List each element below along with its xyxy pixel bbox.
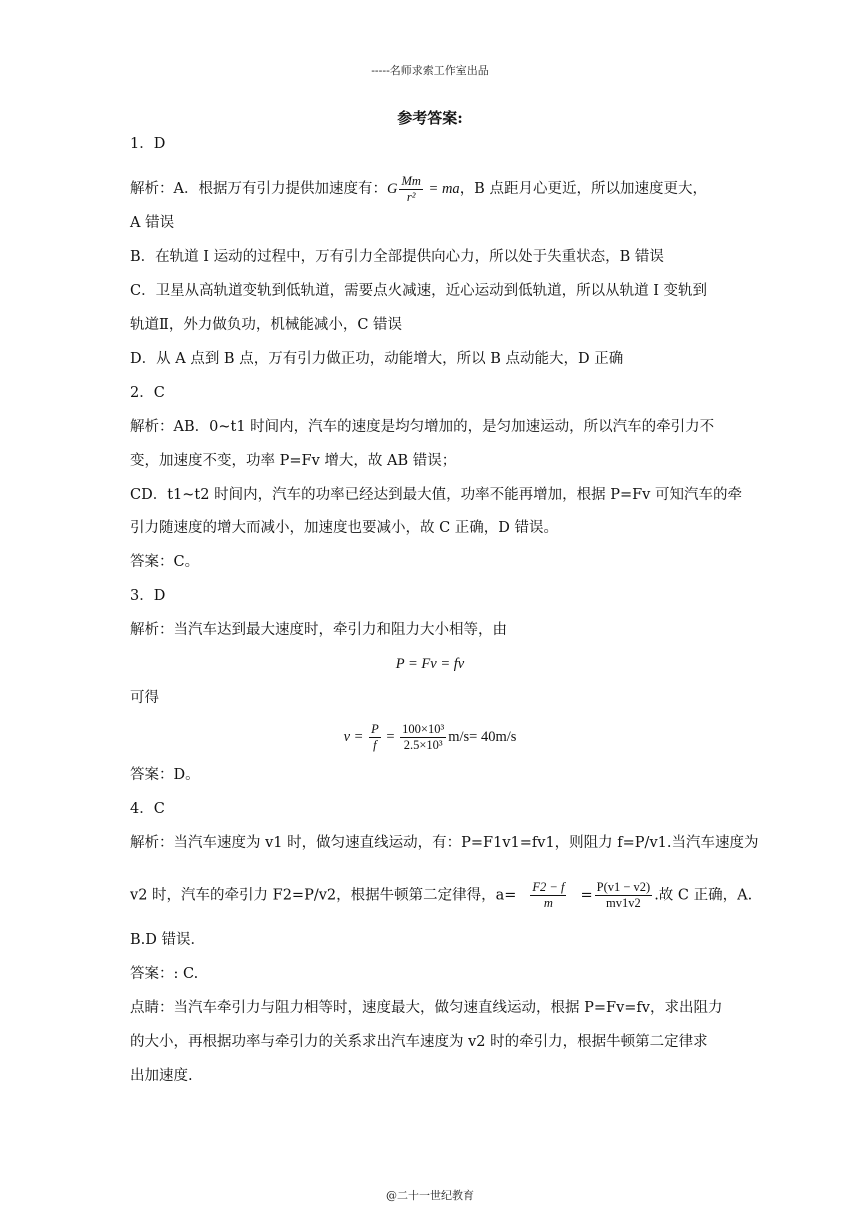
q4-line-3: B.D 错误． (130, 932, 205, 948)
q4-line-2: v2 时，汽车的牵引力 F2=P/v2，根据牛顿第二定律得，a= $\frac{F2 - f}{m}$ = $\frac{P(v1 - v2)}{mv1v2}$ .故 C 正确，A. (130, 880, 753, 910)
q1-line-c2: 轨道Ⅱ，外力做负功，机械能减小，C 错误 (130, 317, 403, 333)
q2-line-1: 解析：AB．0~t1 时间内，汽车的速度是均匀增加的，是匀加速运动，所以汽车的牵引力不 (130, 419, 715, 435)
q4-answer: 4．C (130, 801, 165, 817)
q3-equation-2: v = $\frac{P}{f}$ = $\frac{\text{100×10³}}{\text{2.5×10³}}$ m/s= 40m/s (343, 722, 517, 752)
q3-line-1: 解析：当汽车达到最大速度时，牵引力和阻力大小相等，由 (130, 622, 507, 638)
q1-line-b: B．在轨道 I 运动的过程中，万有引力全部提供向心力，所以处于失重状态，B 错误 (130, 249, 664, 265)
q1-equation: G $\frac{Mm}{\text{r²}}$ = ma (386, 174, 460, 204)
q3-equation-1: P = Fv = fv (395, 656, 465, 672)
q1-analysis-label: 解析：A．根据万有引力提供加速度有： (130, 180, 387, 197)
page-footer: @二十一世纪教育 (386, 1189, 474, 1202)
q4-remark-1: 点睛：当汽车牵引力与阻力相等时，速度最大，做匀速直线运动，根据 P=Fv=fv，求出阻力 (130, 1000, 723, 1016)
q2-line-4: 引力随速度的增大而减小，加速度也要减小，故 C 正确，D 错误。 (130, 520, 559, 536)
page-title: 参考答案: (397, 109, 463, 127)
q1-answer: 1．D (130, 136, 166, 152)
q3-line-2: 可得 (130, 690, 159, 706)
q4-remark-3: 出加速度. (130, 1068, 193, 1084)
q2-line-2: 变，加速度不变，功率 P=Fv 增大，故 AB 错误； (130, 453, 457, 469)
q3-final: 答案：D。 (130, 767, 200, 783)
q1-line-d: D．从 A 点到 B 点，万有引力做正功，动能增大，所以 B 点动能大，D 正确 (130, 351, 624, 367)
q1-analysis-tail: ，B 点距月心更近，所以加速度更大， (459, 180, 707, 197)
q3-answer: 3．D (130, 588, 166, 604)
q1-line-c1: C．卫星从高轨道变轨到低轨道，需要点火减速，近心运动到低轨道，所以从轨道 I 变轨到 (130, 283, 708, 299)
q1-line-a-end: A 错误 (130, 215, 175, 231)
q4-final: 答案：: C. (130, 966, 199, 982)
q4-line-1: 解析：当汽车速度为 v1 时，做匀速直线运动，有：P=F1v1=fv1，则阻力 f=P/v1.当汽车速度为 (130, 835, 759, 851)
page-header: -----名师求索工作室出品 (371, 64, 489, 77)
q2-line-3: CD．t1~t2 时间内，汽车的功率已经达到最大值，功率不能再增加，根据 P=Fv 可知汽车的牵 (130, 487, 742, 503)
q4-remark-2: 的大小，再根据功率与牵引力的关系求出汽车速度为 v2 时的牵引力，根据牛顿第二定律求 (130, 1034, 708, 1050)
q2-answer: 2．C (130, 385, 165, 401)
q1-analysis-a (130, 174, 707, 205)
q2-final: 答案：C。 (130, 554, 200, 570)
